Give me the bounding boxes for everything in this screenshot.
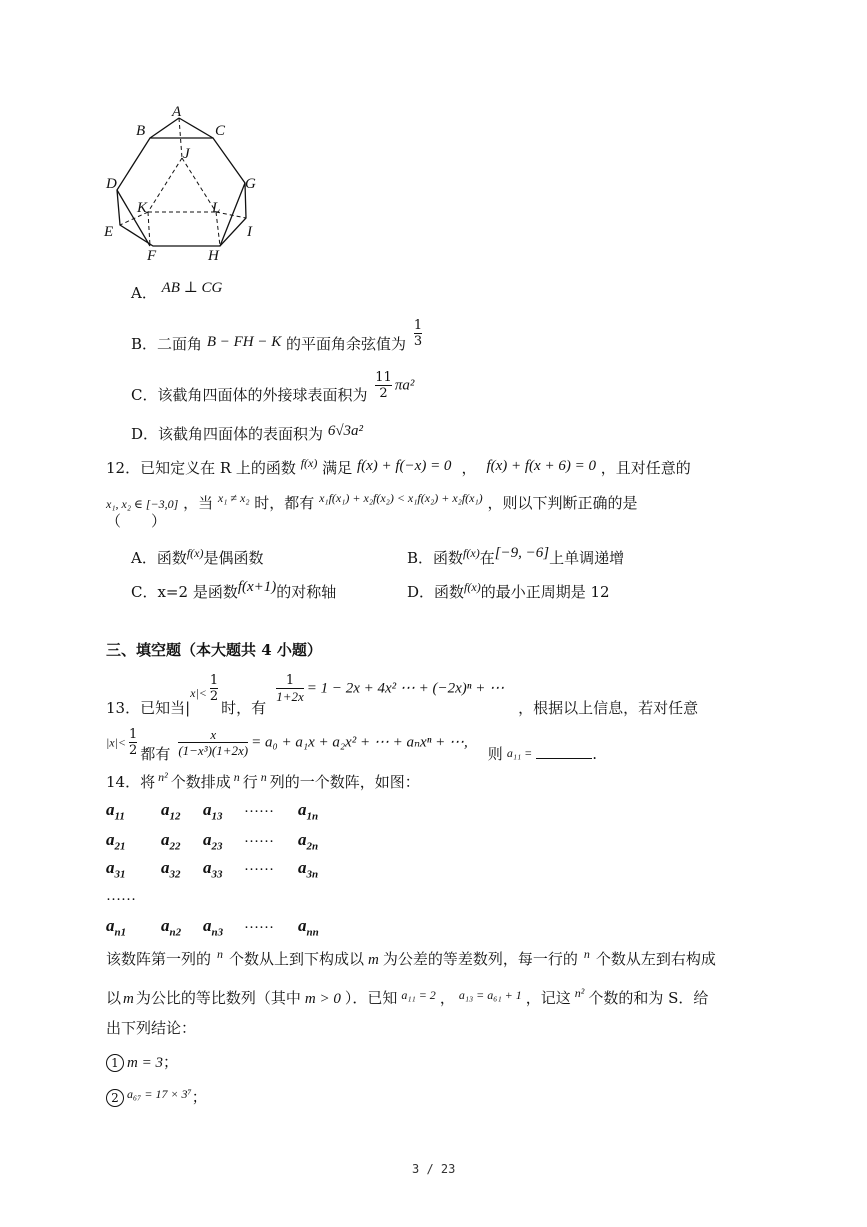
q13-line-2: |x|< $\frac{1}{2}$ 都有 $\frac{x}{\text{(1−x³)(1+2x)}}$ = a₀ + a₁x + a₂x² + ⋯ + aₙxⁿ + ⋯,则 $_{a_{11} =}$ .	[106, 727, 598, 763]
figure-label-l: L	[212, 200, 221, 216]
q14-paragraph-line-3: 出下列结论：	[106, 1019, 197, 1037]
figure-label-b: B	[136, 123, 146, 139]
q12-line-2: x₁, x₂ ∈ [−3,0] ，当 $^{x_1 \ne x_2}$ 时，都有 $^{x_1f(x_1) + x_2f(x_2) < x_1f(x_2) + x_2f(x_1)}$ ，则以下判断正确的是	[106, 491, 638, 512]
figure-label-h: H	[208, 248, 219, 264]
q14-paragraph-line-1: 该数阵第一列的 $^n$ 个数从上到下构成以 m 为公差的等差数列，每一行的 $^n$ 个数从左到右构成	[106, 947, 716, 968]
q14-matrix: $a_{11}$ $a_{12}$ $a_{13}$ …… $a_{1n}$ $a_{21}$ $a_{22}$ $a_{23}$ …… $a_{2n}$ $a_{31}$ $a_{32}$ $a_{33}$ …… $a_{3n}$ …… $a_{n1}$ $a_{n2}$ $a_{n3}$ …… $a_{nn}$	[106, 800, 319, 939]
figure-label-i: I	[247, 224, 252, 240]
q12-option-a: A．函数$^{f(x)}$是偶函数	[131, 546, 264, 567]
q11-option-b: B．二面角 B − FH − K 的平面角余弦值为 $\frac{1}{3}$	[131, 318, 423, 353]
q13-answer-blank[interactable]	[536, 744, 592, 759]
q14-intro: 14．将 $^{n^2}$ 个数排成 $^n$ 行 $^n$ 列的一个数阵，如图：	[106, 770, 420, 791]
figure-label-e: E	[104, 224, 114, 240]
figure-label-c: C	[215, 123, 226, 139]
q12-option-c: C．x=2 是函数f(x+1)的对称轴	[131, 579, 337, 601]
q14-conclusion-1: 1 m = 3；	[106, 1052, 178, 1073]
figure-label-f: F	[147, 248, 157, 264]
q12-option-b: B．函数$^{f(x)}$在[−9, −6]上单调递增	[407, 545, 625, 567]
q14-paragraph-line-2: 以 m 为公比的等比数列（其中 m > 0 ）．已知 $^{a_{11} = 2}$ ， $^{a_{13} = a_{61} + 1}$ ，记这 $^{n^2}$ 个数的和为 S．给	[106, 986, 709, 1007]
q14-conclusion-2: 2 $^{a_{67} = 17 \times 3^7}$；	[106, 1087, 207, 1108]
q12-answer-paren: （ ）	[106, 512, 167, 530]
figure-label-j: J	[183, 146, 190, 162]
figure-label-a: A	[172, 104, 182, 120]
figure-label-k: K	[137, 200, 148, 216]
figure-label-d: D	[106, 176, 117, 192]
q11-option-d: D．该截角四面体的表面积为 6√3a²	[131, 423, 364, 443]
section-heading: 三、填空题（本大题共 4 小题）	[106, 641, 322, 659]
q12-line-1: 12．已知定义在 R 上的函数 $^{f(x)}$ 满足 f(x) + f(−x) = 0 ， f(x) + f(x + 6) = 0 ，且对任意的	[106, 456, 691, 477]
q12-option-d: D．函数$^{f(x)}$的最小正周期是 12	[407, 580, 610, 601]
q11-option-a: A． AB ⊥ CG	[131, 280, 223, 302]
q11-option-c: C．该截角四面体的外接球表面积为 $\frac{11}{2}$ πa²	[131, 370, 415, 404]
q13-line-1: 13．已知当$|_{x|<}$ $\frac{1}{2}$ 时，有 $\frac{1}{1+2x}$ = 1 − 2x + 4x² ⋯ + (−2x)ⁿ + ⋯，根据以上信息，若对任意	[106, 673, 699, 717]
figure-label-g: G	[245, 176, 256, 192]
page-number: 3 / 23	[412, 1162, 456, 1176]
